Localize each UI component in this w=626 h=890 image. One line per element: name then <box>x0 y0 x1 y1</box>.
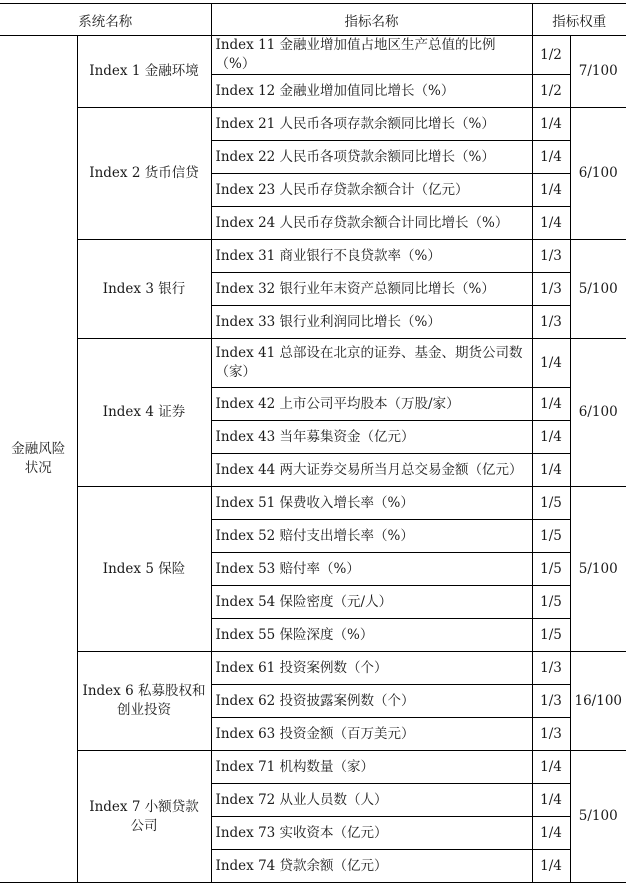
indicator-name-cell: Index 43 当年募集资金（亿元） <box>211 421 532 454</box>
table-row <box>0 652 626 685</box>
indicator-name-cell: Index 53 赔付率（%） <box>211 553 532 586</box>
indicator-weight-cell: 1/4 <box>532 174 570 207</box>
indicator-weight-cell: 1/4 <box>532 108 570 141</box>
subsystem-label-line: Index 2 货币信贷 <box>89 165 199 181</box>
indicator-weight-cell: 1/3 <box>532 718 570 751</box>
indicator-name-cell: Index 73 实收资本（亿元） <box>211 817 532 850</box>
indicator-weight-cell: 1/3 <box>532 273 570 306</box>
subsystem-label-line: 公司 <box>130 817 158 834</box>
subsystem-label-line: Index 7 小额贷款 <box>89 798 199 815</box>
group-weight-cell: 7/100 <box>570 36 626 108</box>
indicator-name-cell: Index 41 总部设在北京的证券、基金、期货公司数（家） <box>211 339 532 388</box>
group-weight-cell: 6/100 <box>570 108 626 240</box>
indicator-weight-cell: 1/3 <box>532 652 570 685</box>
table-row <box>0 751 626 784</box>
table-row <box>0 339 626 388</box>
header-indicator-name: 指标名称 <box>211 4 532 36</box>
indicator-weight-cell: 1/3 <box>532 306 570 339</box>
indicator-weight-cell: 1/4 <box>532 817 570 850</box>
indicator-weight-cell: 1/3 <box>532 685 570 718</box>
group-weight-cell: 5/100 <box>570 487 626 652</box>
indicator-name-cell: Index 32 银行业年末资产总额同比增长（%） <box>211 273 532 306</box>
indicator-weight-cell: 1/5 <box>532 553 570 586</box>
system-label-line: 状况 <box>24 460 52 476</box>
table-row <box>0 36 626 75</box>
indicator-name-cell: Index 23 人民币存贷款余额合计（亿元） <box>211 174 532 207</box>
indicator-weight-cell: 1/4 <box>532 850 570 883</box>
system-cell <box>0 36 77 883</box>
indicator-weight-cell: 1/5 <box>532 586 570 619</box>
table-row <box>0 487 626 520</box>
indicator-weight-cell: 1/5 <box>532 487 570 520</box>
header-system-name: 系统名称 <box>0 4 211 36</box>
group-weight-cell: 5/100 <box>570 240 626 339</box>
indicator-name-cell: Index 24 人民币存贷款余额合计同比增长（%） <box>211 207 532 240</box>
indicator-weight-cell: 1/4 <box>532 784 570 817</box>
subsystem-cell <box>77 240 211 339</box>
indicator-name-cell: Index 42 上市公司平均股本（万股/家） <box>211 388 532 421</box>
subsystem-cell <box>77 36 211 108</box>
header-row <box>0 4 626 36</box>
subsystem-label-line: Index 3 银行 <box>102 280 186 297</box>
header-indicator-weight: 指标权重 <box>532 4 626 36</box>
subsystem-cell <box>77 339 211 487</box>
subsystem-cell <box>77 487 211 652</box>
group-weight-cell: 16/100 <box>570 652 626 751</box>
indicator-name-cell: Index 61 投资案例数（个） <box>211 652 532 685</box>
table-row <box>0 108 626 141</box>
subsystem-label-line: Index 6 私募股权和 <box>82 683 206 699</box>
indicator-weight-cell: 1/4 <box>532 141 570 174</box>
indicator-name-cell: Index 54 保险密度（元/人） <box>211 586 532 619</box>
indicator-weight-cell: 1/4 <box>532 207 570 240</box>
indicator-weight-cell: 1/2 <box>532 36 570 75</box>
system-label-line: 金融风险 <box>11 441 66 457</box>
indicator-weight-cell: 1/3 <box>532 240 570 273</box>
indicator-name-cell: Index 11 金融业增加值占地区生产总值的比例（%） <box>211 36 532 75</box>
indicator-name-cell: Index 55 保险深度（%） <box>211 619 532 652</box>
subsystem-label-line: Index 5 保险 <box>102 560 186 577</box>
indicator-table <box>0 3 626 883</box>
indicator-name-cell: Index 63 投资金额（百万美元） <box>211 718 532 751</box>
indicator-name-cell: Index 74 贷款余额（亿元） <box>211 850 532 883</box>
subsystem-cell <box>77 751 211 883</box>
table-body <box>0 36 626 883</box>
indicator-name-cell: Index 12 金融业增加值同比增长（%） <box>211 75 532 108</box>
indicator-name-cell: Index 21 人民币各项存款余额同比增长（%） <box>211 108 532 141</box>
group-weight-cell: 5/100 <box>570 751 626 883</box>
subsystem-label-line: Index 4 证券 <box>102 404 186 420</box>
indicator-name-cell: Index 62 投资披露案例数（个） <box>211 685 532 718</box>
indicator-name-cell: Index 31 商业银行不良贷款率（%） <box>211 240 532 273</box>
indicator-name-cell: Index 51 保费收入增长率（%） <box>211 487 532 520</box>
indicator-weight-cell: 1/5 <box>532 619 570 652</box>
indicator-weight-cell: 1/4 <box>532 751 570 784</box>
subsystem-cell <box>77 652 211 751</box>
indicator-name-cell: Index 44 两大证券交易所当月总交易金额（亿元） <box>211 454 532 487</box>
subsystem-label-line: 创业投资 <box>117 702 171 718</box>
indicator-weight-cell: 1/5 <box>532 520 570 553</box>
indicator-name-cell: Index 72 从业人员数（人） <box>211 784 532 817</box>
table-row <box>0 240 626 273</box>
indicator-name-cell: Index 22 人民币各项贷款余额同比增长（%） <box>211 141 532 174</box>
indicator-weight-cell: 1/4 <box>532 339 570 388</box>
indicator-weight-cell: 1/4 <box>532 388 570 421</box>
group-weight-cell: 6/100 <box>570 339 626 487</box>
indicator-name-cell: Index 71 机构数量（家） <box>211 751 532 784</box>
subsystem-cell <box>77 108 211 240</box>
indicator-name-cell: Index 52 赔付支出增长率（%） <box>211 520 532 553</box>
indicator-weight-cell: 1/4 <box>532 421 570 454</box>
indicator-weight-cell: 1/4 <box>532 454 570 487</box>
indicator-name-cell: Index 33 银行业利润同比增长（%） <box>211 306 532 339</box>
indicator-weight-cell: 1/2 <box>532 75 570 108</box>
subsystem-label-line: Index 1 金融环境 <box>89 63 199 79</box>
